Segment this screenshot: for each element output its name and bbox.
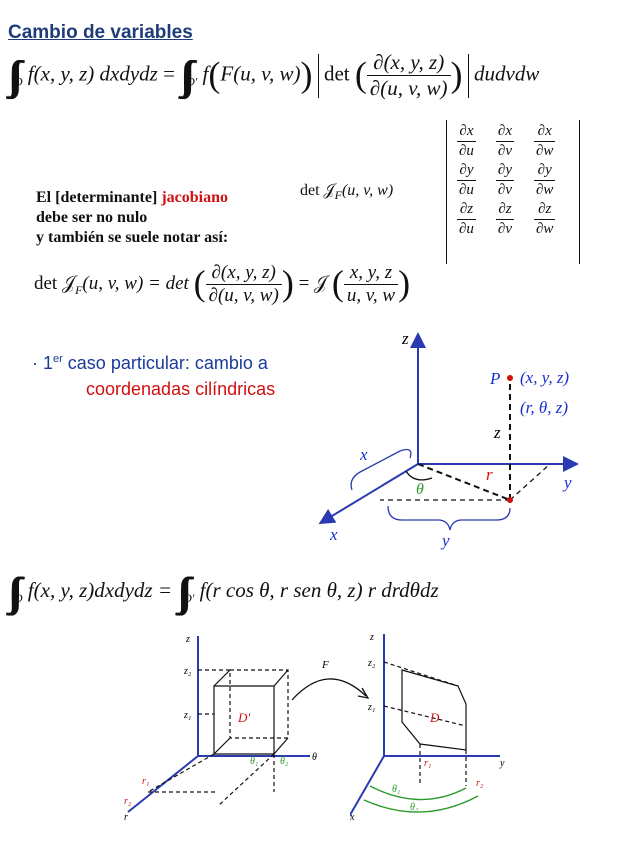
projection-point [507, 497, 513, 503]
bl-z1: z₁ [184, 710, 192, 721]
domain-D: D [13, 74, 23, 89]
label-rtz: (r, θ, z) [520, 398, 569, 417]
bl-th1: θ₁ [250, 756, 259, 767]
bl-z2: z₂ [184, 666, 192, 677]
page-title: Cambio de variables [8, 22, 193, 43]
bl-Dp: D' [238, 710, 251, 725]
matrix-cell: ∂x ∂v [497, 123, 512, 159]
matrix-cell: ∂y ∂u [459, 162, 474, 198]
label-z-seg: z [494, 423, 501, 442]
y-brace [388, 506, 510, 530]
formula1-equals: = [163, 61, 175, 86]
label-P: P [490, 369, 501, 388]
bl-r: r [124, 812, 128, 823]
label-y-brace: y [442, 531, 450, 550]
cylindrical-formula: $\int\int\int_D$ f(x, y, z)dxdydz = $\int\int\int_{D'}$ f(r cos θ, r sen θ, z) r drdθdz [8, 569, 439, 614]
formula1-lhs: f(x, y, z) dxdydz [27, 61, 158, 86]
matrix-cell: ∂z ∂v [497, 201, 512, 237]
label-x: x [330, 525, 338, 544]
bl-theta: θ [312, 752, 317, 763]
br-z2: z₂ [368, 658, 376, 669]
jacobian-description [36, 188, 228, 248]
jacobian-notation: det 𝒥$_F$(u, v, w) = det ( $\frac{\partial(x, y, z)}{\partial(u, v, w)}$ ) = 𝒥 ( $\frac{x, y, z}{u, v, w}$ ) [34, 262, 411, 307]
label-z: z [402, 329, 409, 348]
label-r: r [486, 465, 493, 484]
point-P [507, 375, 513, 381]
formula2-rhs: f(r cos θ, r sen θ, z) r drdθdz [199, 578, 439, 602]
formula1-det: det [323, 61, 350, 86]
bl-th2: θ₂ [280, 756, 289, 767]
jacobian-matrix [446, 120, 580, 264]
matrix-cell: ∂x ∂w [536, 123, 554, 159]
formula1-f: f [202, 61, 209, 86]
formula2-lhs: f(x, y, z)dxdydz = [27, 578, 173, 602]
jacobian-text-1a: El [determinante] [36, 189, 158, 206]
proj-y [510, 464, 550, 500]
matrix-cell: ∂x ∂u [459, 123, 474, 159]
domain-D-diagram [350, 626, 530, 826]
label-xyz: (x, y, z) [520, 368, 570, 387]
br-th1: θ₁ [392, 784, 401, 795]
label-theta: θ [416, 481, 424, 498]
label-x-brace: x [360, 445, 368, 464]
x-axis [322, 464, 418, 522]
br-y: y [500, 758, 505, 769]
case1-text: · 1er caso particular: cambio a coordenadas cilíndricas [32, 346, 275, 402]
det-JF-label: det 𝒥$_F$(u, v, w) [300, 182, 394, 203]
matrix-cell: ∂z ∂w [536, 201, 554, 237]
jacobian-text-1b: jacobiano [161, 189, 228, 206]
bl-z: z [186, 634, 190, 645]
br-x: x [350, 812, 355, 823]
br-th2: θ₂ [410, 802, 419, 813]
radius-line [418, 464, 510, 500]
br-r1: r₁ [424, 758, 432, 769]
change-of-variables-formula: $\int\int\int_D$ f(x, y, z) dxdydz = $\int\int\int_{D'}$ f(F(u, v, w)) det ( $\frac{\partial(x, y, z)}{\partial(u, v, w)}$ ) dudvdw [8, 50, 540, 100]
jacobian-text-3: y también se suele notar así: [36, 229, 229, 246]
matrix-cell: ∂z ∂u [459, 201, 474, 237]
label-F: F [322, 659, 329, 671]
formula1-F-arg: F(u, v, w) [220, 61, 301, 86]
label-y: y [564, 473, 572, 492]
matrix-cell: ∂y ∂w [536, 162, 554, 198]
br-D: D [430, 710, 440, 725]
br-z: z [370, 632, 374, 643]
formula1-jacobian-fraction: $\frac{\partial(x, y, z)}{\partial(u, v, w)}$ [367, 50, 451, 101]
theta-arc [406, 471, 432, 480]
bl-r2: r₂ [124, 796, 132, 807]
case1-highlight: coordenadas cilíndricas [86, 379, 276, 399]
bl-r1: r₁ [142, 776, 150, 787]
jacobian-text-2: debe ser no nulo [36, 209, 148, 226]
matrix-cell: ∂y ∂v [497, 162, 512, 198]
cylindrical-diagram [310, 328, 630, 552]
br-z1: z₁ [368, 702, 376, 713]
domain-Dprime: D' [186, 74, 198, 89]
br-r2: r₂ [476, 778, 484, 789]
formula1-tail: dudvdw [474, 61, 540, 86]
